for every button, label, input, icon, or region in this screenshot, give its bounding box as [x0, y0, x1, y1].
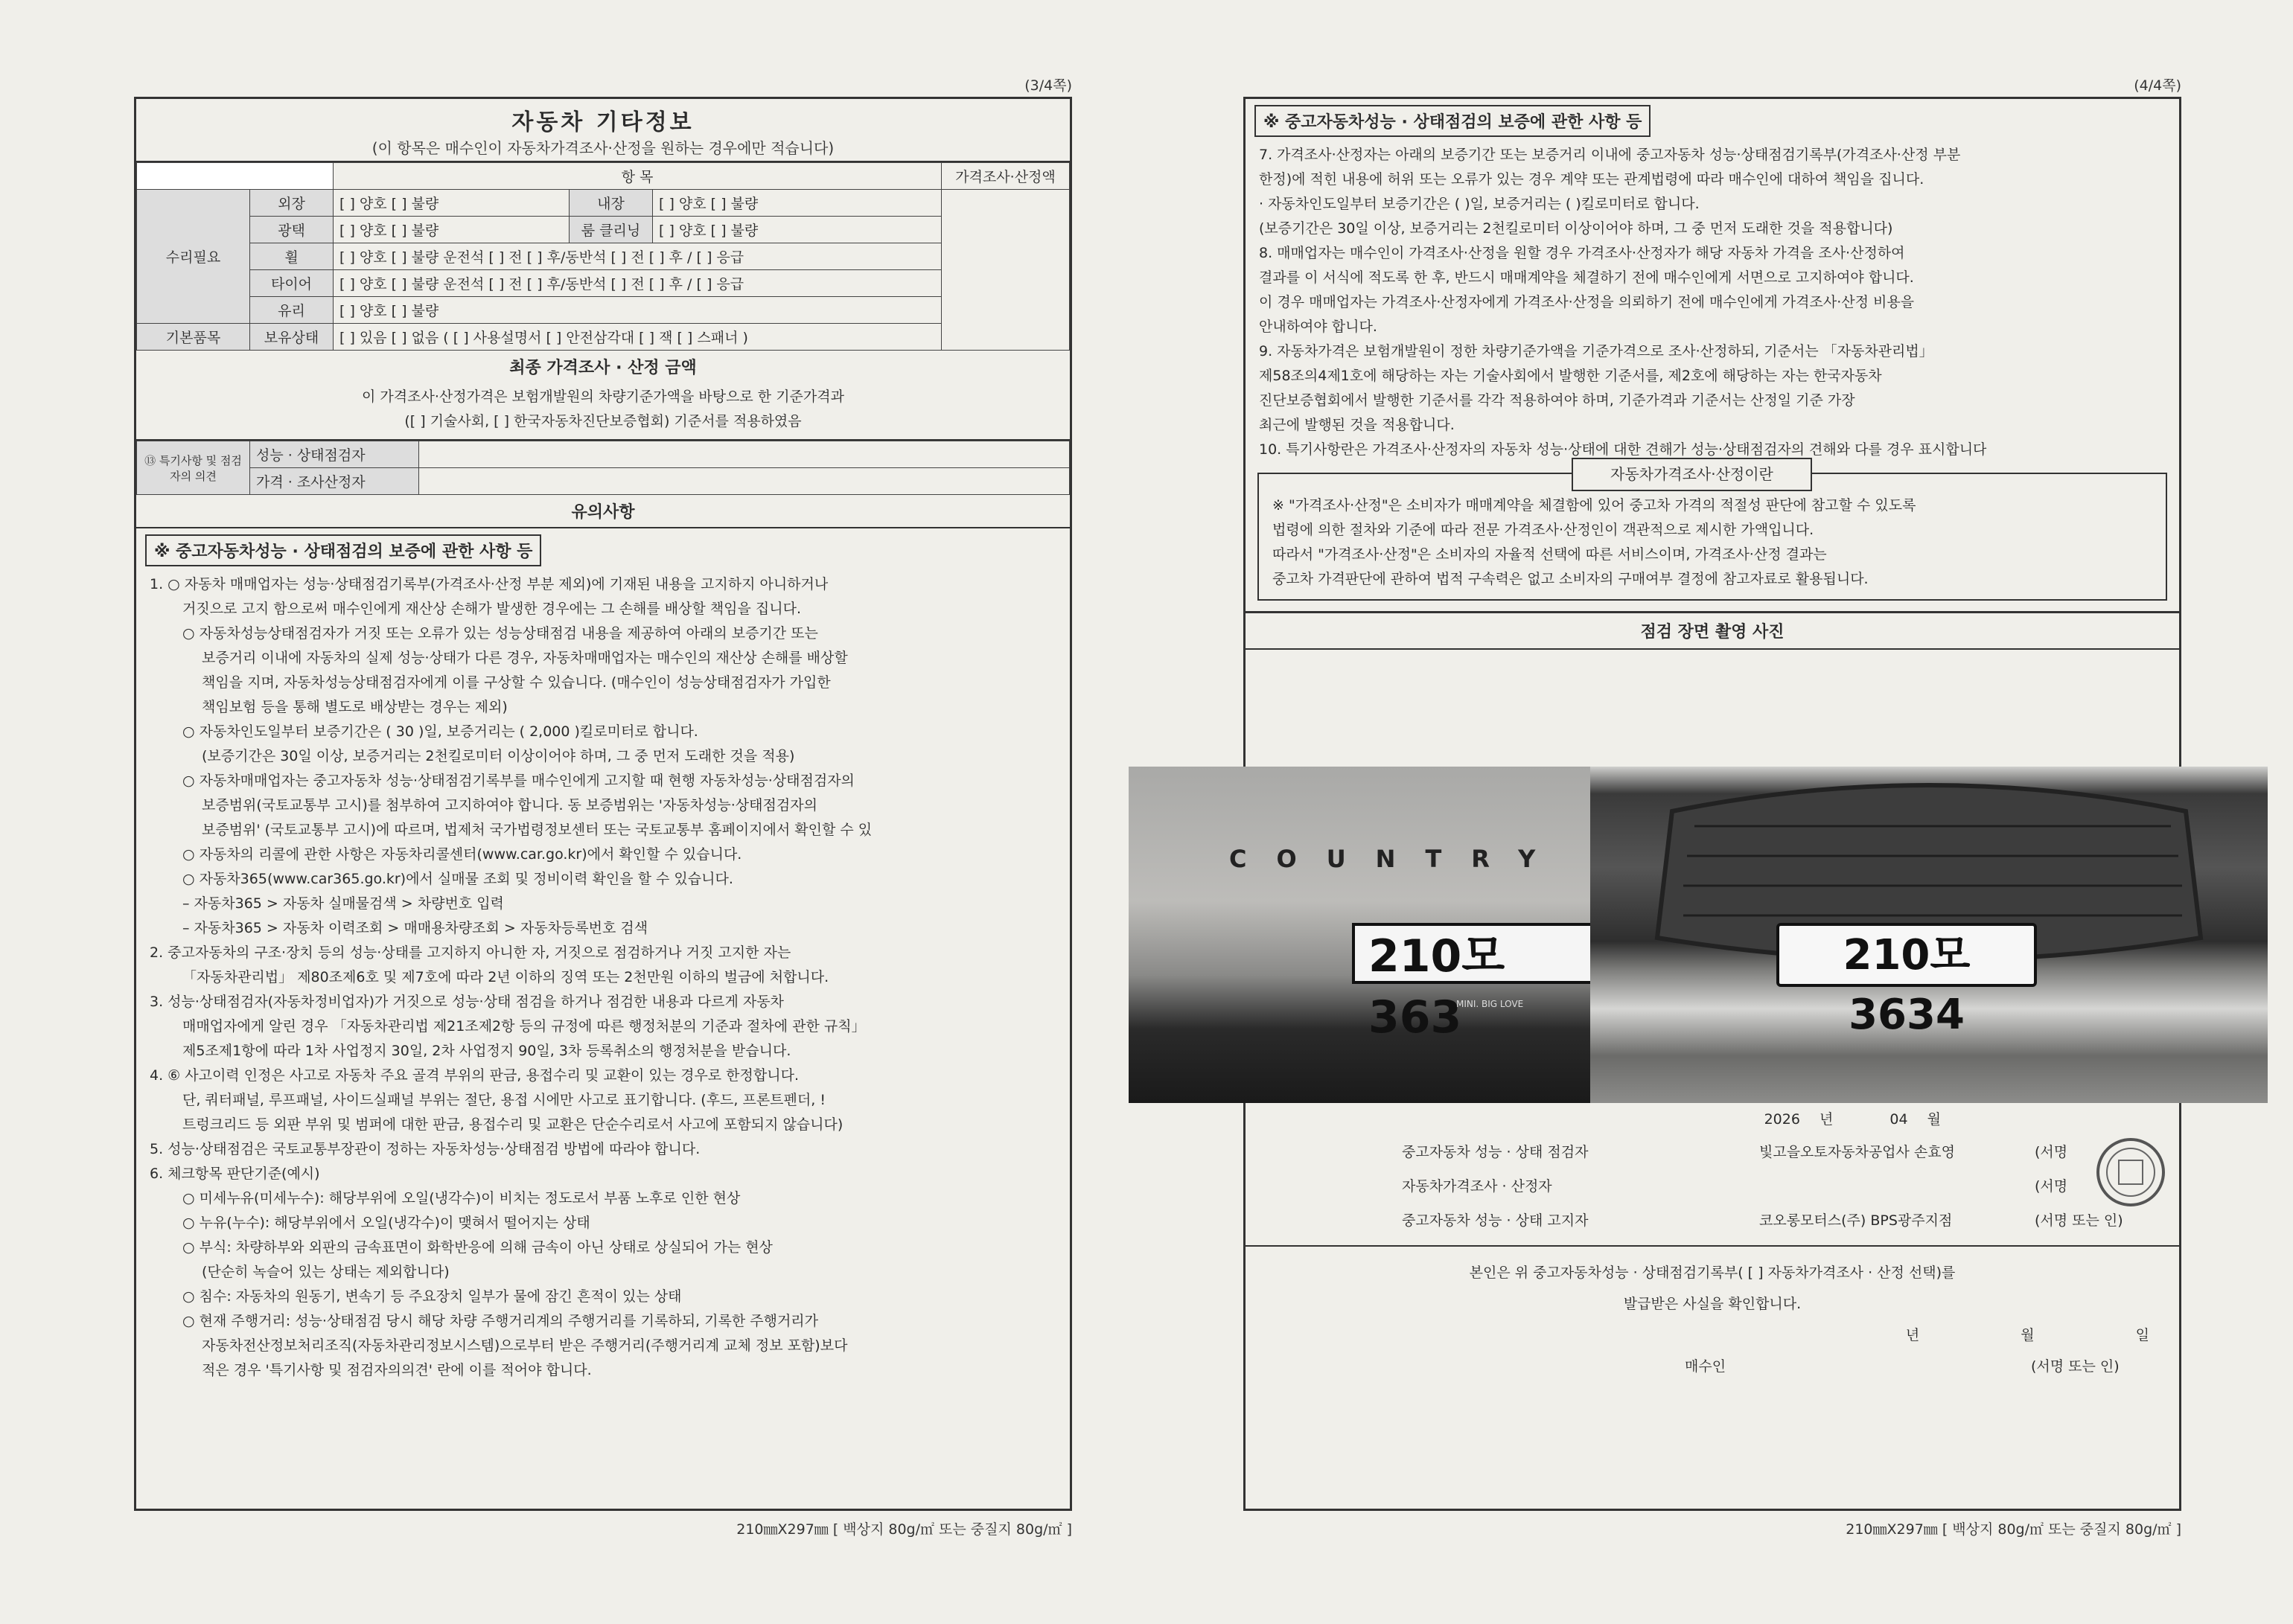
opinion-label: ⑬ 특기사항 및 점검자의 의견 [137, 441, 250, 495]
paper-spec: 210㎜X297㎜ [ 백상지 80g/㎡ 또는 중질지 80g/㎡ ] [1846, 1521, 2181, 1538]
guarantee-line: 결과를 이 서식에 적도록 한 후, 반드시 매매계약을 체결하기 전에 매수인에게 서면으로 고지하여야 합니다. [1259, 269, 1914, 286]
signer-row [1402, 1203, 2164, 1238]
blank-header-cell [137, 163, 334, 190]
notes-line: ○ 자동차성능상태점검자가 거짓 또는 오류가 있는 성능상태점검 내용을 제공하여 아래의 보증기간 또는 [182, 625, 818, 642]
inspection-photo-1 [1129, 767, 1590, 1103]
row-label: 유리 [250, 297, 334, 324]
guarantee-line: · 자동차인도일부터 보증기간은 ( )일, 보증거리는 ( )킬로미터로 합니다. [1259, 196, 1700, 212]
buyer-confirm-block [1246, 1245, 2179, 1382]
notes-line: 단, 쿼터패널, 루프패널, 사이드실패널 부위는 절단, 용접 시에만 사고로 표기합니다. (후드, 프론트펜더, ! [182, 1092, 826, 1108]
price-header: 가격조사·산정액 [942, 163, 1070, 190]
date-month-unit: 월 [1927, 1111, 1941, 1128]
signer-row [1402, 1135, 2164, 1169]
opinion-input[interactable] [419, 441, 1070, 468]
basic-options[interactable]: [ ] 있음 [ ] 없음 ( [ ] 사용설명서 [ ] 안전삼각대 [ ] 잭 [ ] 스패너 ) [334, 324, 942, 351]
price-definition-box [1257, 465, 2167, 601]
price-definition-line: ※ "가격조사·산정"은 소비자가 매매계약을 체결함에 있어 중고차 가격의 적절성 판단에 참고할 수 있도록 [1272, 497, 1916, 514]
notes-line: ○ 자동차매매업자는 중고자동차 성능·상태점검기록부를 매수인에게 고지할 때 현행 자동차성능·상태점검자의 [182, 773, 855, 789]
guarantee-heading: ※ 중고자동차성능 · 상태점검의 보증에 관한 사항 등 [1254, 105, 1651, 137]
opinion-table [136, 441, 1070, 495]
row-label: 타이어 [250, 270, 334, 297]
signer-name [1759, 1169, 2035, 1203]
notes-line: – 자동차365 > 자동차 실매물검색 > 차량번호 입력 [182, 895, 504, 912]
page-3 [134, 77, 1072, 1538]
guarantee-line: 7. 가격조사·산정자는 아래의 보증기간 또는 보증거리 이내에 중고자동차 성능·상태점검기록부(가격조사·산정 부분 [1259, 147, 1961, 163]
plate-frame-text: MINI. BIG LOVE [1456, 999, 1524, 1009]
row-options[interactable]: [ ] 양호 [ ] 불량 [334, 217, 570, 243]
buyer-label: 매수인 [1685, 1358, 1726, 1375]
repair-table [136, 162, 1070, 351]
notes-line: ○ 자동차인도일부터 보증기간은 ( 30 )일, 보증거리는 ( 2,000 )킬로미터로 합니다. [182, 723, 698, 740]
final-price-line: ([ ] 기술사회, [ ] 한국자동차진단보증협회) 기준서를 적용하였음 [404, 413, 802, 429]
notes-line: 1. ○ 자동차 매매업자는 성능·상태점검기록부(가격조사·산정 부분 제외)에 기재된 내용을 고지하지 아니하거나 [150, 576, 829, 592]
guarantee-line: 제58조의4제1호에 해당하는 자는 기술사회에서 발행한 기준서를, 제2호에 해당하는 자는 한국자동차 [1259, 368, 1882, 384]
guarantee-line: 10. 특기사항란은 가격조사·산정자의 자동차 성능·상태에 대한 견해가 성능·상태점검자의 견해와 다를 경우 표시합니다 [1259, 441, 1987, 458]
opinion-role: 성능 · 상태점검자 [250, 441, 419, 468]
notes-line: ○ 누유(누수): 해당부위에서 오일(냉각수)이 맺혀서 떨어지는 상태 [182, 1215, 590, 1231]
notes-heading: 유의사항 [136, 495, 1070, 528]
buyer-date-month: 월 [2021, 1327, 2035, 1343]
signer-role: 중고자동차 성능 · 상태 점검자 [1402, 1144, 1589, 1160]
notes-line: 제5조제1항에 따라 1차 사업정지 30일, 2차 사업정지 90일, 3차 등록취소의 행정처분을 받습니다. [182, 1043, 791, 1059]
guarantee-heading: ※ 중고자동차성능 · 상태점검의 보증에 관한 사항 등 [145, 534, 541, 566]
paper-spec: 210㎜X297㎜ [ 백상지 80g/㎡ 또는 중질지 80g/㎡ ] [736, 1521, 1072, 1538]
form-title: 자동차 기타정보 [511, 109, 695, 135]
notes-line: 트렁크리드 등 외판 부위 및 범퍼에 대한 판금, 용접수리 및 교환은 단순수리로서 사고에 포함되지 않습니다) [182, 1116, 843, 1133]
notes-line: 4. ⑥ 사고이력 인정은 사고로 자동차 주요 골격 부위의 판금, 용접수리 및 교환이 있는 경우로 한정합니다. [150, 1067, 799, 1084]
company-seal-stamp [2093, 1135, 2168, 1209]
notes-line: 자동차전산정보처리조직(자동차관리정보시스템)으로부터 받은 주행거리(주행거리계 교체 정보 포함)보다 [202, 1337, 848, 1354]
buyer-row [1246, 1351, 2179, 1382]
opinion-role: 가격 · 조사산정자 [250, 468, 419, 495]
row-options[interactable]: [ ] 양호 [ ] 불량 [334, 297, 942, 324]
form-title-block [136, 99, 1070, 162]
repair-needed-label: 수리필요 [137, 190, 250, 324]
buyer-date-year: 년 [1905, 1327, 1920, 1343]
row-options[interactable]: [ ] 양호 [ ] 불량 운전석 [ ] 전 [ ] 후/동반석 [ ] 전 [ ] 후 / [ ] 응급 [334, 243, 942, 270]
row-label: 내장 [570, 190, 653, 217]
signer-row [1402, 1169, 2164, 1203]
notes-body [136, 572, 1070, 1387]
notes-line: 「자동차관리법」 제80조제6호 및 제7호에 따라 2년 이하의 징역 또는 2천만원 이하의 벌금에 처합니다. [182, 969, 829, 985]
opinion-input[interactable] [419, 468, 1070, 495]
signer-mark[interactable]: (서명 또는 인) [2035, 1212, 2123, 1229]
guarantee-line: 9. 자동차가격은 보험개발원이 정한 차량기준가액을 기준가격으로 조사·산정하되, 기준서는 「자동차관리법」 [1259, 343, 1933, 359]
final-price-block [136, 351, 1070, 441]
notes-line: ○ 자동차의 리콜에 관한 사항은 자동차리콜센터(www.car.go.kr)에서 확인할 수 있습니다. [182, 846, 742, 863]
notes-line: ○ 현재 주행거리: 성능·상태점검 당시 해당 차량 주행거리계의 주행거리를 기록하되, 기록한 주행거리가 [182, 1313, 819, 1329]
notes-line: 3. 성능·상태점검자(자동차정비업자)가 거짓으로 성능·상태 점검을 하거나 점검한 내용과 다르게 자동차 [150, 994, 784, 1010]
date-month: 04 [1889, 1111, 1908, 1128]
notes-line: 책임을 지며, 자동차성능상태점검자에게 이를 구상할 수 있습니다. (매수인이 성능상태점검자가 가입한 [202, 674, 831, 691]
notes-line: 보증거리 이내에 자동차의 실제 성능·상태가 다른 경우, 자동차매매업자는 매수인의 재산상 손해를 배상할 [202, 650, 848, 666]
signer-role: 중고자동차 성능 · 상태 고지자 [1402, 1212, 1589, 1229]
row-options[interactable]: [ ] 양호 [ ] 불량 운전석 [ ] 전 [ ] 후/동반석 [ ] 전 [ ] 후 / [ ] 응급 [334, 270, 942, 297]
price-definition-label: 자동차가격조사·산정이란 [1572, 458, 1812, 491]
car-badge-text: COUNTRY [1229, 845, 1566, 873]
form-subtitle: (이 항목은 매수인이 자동차가격조사·산정을 원하는 경우에만 적습니다) [371, 139, 835, 157]
row-label: 광택 [250, 217, 334, 243]
row-options[interactable]: [ ] 양호 [ ] 불량 [653, 217, 942, 243]
buyer-sign-mark[interactable]: (서명 또는 인) [2031, 1358, 2120, 1375]
notes-line: 책임보험 등을 통해 별도로 배상받는 경우는 제외) [202, 699, 508, 715]
inspection-photo-2 [1590, 767, 2268, 1103]
guarantee-line: 진단보증협회에서 발행한 기준서를 각각 적용하여야 하며, 기준가격과 기준서는 산정일 기준 가장 [1259, 392, 1855, 409]
guarantee-line: (보증기간은 30일 이상, 보증거리는 2천킬로미터 이상이어야 하며, 그 중 먼저 도래한 것을 적용합니다) [1259, 220, 1893, 237]
notes-line: (단순히 녹슬어 있는 상태는 제외합니다) [202, 1264, 450, 1280]
guarantee-line: 안내하여야 합니다. [1259, 319, 1377, 335]
buyer-date [1246, 1320, 2179, 1351]
signer-name: 빛고을오토자동차공업사 손효영 [1759, 1144, 1955, 1160]
signer-role: 자동차가격조사 · 산정자 [1402, 1178, 1552, 1195]
buyer-confirm-line: 발급받은 사실을 확인합니다. [1623, 1296, 1802, 1312]
notes-line: 매매업자에게 알린 경우 「자동차관리법 제21조제2항 등의 규정에 따른 행정처분의 기준과 절차에 관한 규칙」 [182, 1018, 866, 1035]
basic-items-label: 기본품목 [137, 324, 250, 351]
row-label: 휠 [250, 243, 334, 270]
date-year-unit: 년 [1820, 1111, 1834, 1128]
price-cell[interactable] [942, 190, 1070, 351]
notes-line: ○ 자동차365(www.car365.go.kr)에서 실매물 조회 및 정비이력 확인을 할 수 있습니다. [182, 871, 733, 887]
guarantee-line: 한정)에 적힌 내용에 허위 또는 오류가 있는 경우 계약 또는 관계법령에 따라 매수인에 대하여 책임을 집니다. [1259, 171, 1924, 188]
notes-line: 보증범위(국토교통부 고시)를 첨부하여 고지하여야 합니다. 동 보증범위는 '자동차성능·상태점검자의 [202, 797, 817, 813]
row-label: 룸 클리닝 [570, 217, 653, 243]
price-definition-line: 법령에 의한 절차와 기준에 따라 전문 가격조사·산정인이 객관적으로 제시한 가액입니다. [1272, 522, 1814, 538]
notes-line: ○ 침수: 자동차의 원동기, 변속기 등 주요장치 일부가 물에 잠긴 흔적이 있는 상태 [182, 1288, 682, 1305]
guarantee-body [1246, 143, 2179, 462]
notes-line: 적은 경우 '특기사항 및 점검자의의견' 란에 이를 적어야 합니다. [202, 1362, 592, 1378]
buyer-confirm-line: 본인은 위 중고자동차성능 · 상태점검기록부( [ ] 자동차가격조사 · 산정 선택)를 [1469, 1265, 1956, 1281]
left-form-frame [134, 97, 1072, 1511]
signer-list [1246, 1135, 2179, 1245]
notes-line: (보증기간은 30일 이상, 보증거리는 2천킬로미터 이상이어야 하며, 그 중 먼저 도래한 것을 적용) [202, 748, 795, 764]
final-price-line: 이 가격조사·산정가격은 보험개발원의 차량기준가액을 바탕으로 한 기준가격과 [362, 389, 844, 405]
notes-line: 6. 체크항목 판단기준(예시) [150, 1166, 320, 1182]
notes-line: 거짓으로 고지 함으로써 매수인에게 재산상 손해가 발생한 경우에는 그 손해를 배상할 책임을 집니다. [182, 601, 802, 617]
price-definition-line: 따라서 "가격조사·산정"은 소비자의 자율적 선택에 따른 서비스이며, 가격조사·산정 결과는 [1272, 546, 1827, 563]
notes-line: 2. 중고자동차의 구조·장치 등의 성능·상태를 고지하지 아니한 자, 거짓으로 점검하거나 거짓 고지한 자는 [150, 944, 791, 961]
final-price-title: 최종 가격조사 · 산정 금액 [509, 359, 697, 377]
row-label: 외장 [250, 190, 334, 217]
page-number: (3/4쪽) [1024, 77, 1072, 94]
notes-line: 보증범위' (국토교통부 고시)에 따르며, 법제처 국가법령정보센터 또는 국토교통부 홈페이지에서 확인할 수 있 [202, 822, 873, 838]
guarantee-line: 이 경우 매매업자는 가격조사·산정자에게 가격조사·산정을 의뢰하기 전에 매수인에게 가격조사·산정 비용을 [1259, 294, 1915, 310]
notes-line: – 자동차365 > 자동차 이력조회 > 매매용차량조회 > 자동차등록번호 검색 [182, 920, 648, 936]
row-label: 보유상태 [250, 324, 334, 351]
photo-heading: 점검 장면 촬영 사진 [1246, 611, 2179, 650]
signer-name: 코오롱모터스(주) BPS광주지점 [1759, 1212, 1953, 1229]
date-year: 2026 [1764, 1111, 1800, 1128]
notes-line: 5. 성능·상태점검은 국토교통부장관이 정하는 자동차성능·상태점검 방법에 따라야 합니다. [150, 1141, 701, 1157]
buyer-date-day: 일 [2135, 1327, 2149, 1343]
license-plate: 210모 3634 [1776, 923, 2037, 987]
notes-line: ○ 부식: 차량하부와 외판의 금속표면이 화학반응에 의해 금속이 아닌 상태로 상실되어 가는 현상 [182, 1239, 773, 1256]
guarantee-line: 8. 매매업자는 매수인이 가격조사·산정을 원할 경우 가격조사·산정자가 해당 자동차 가격을 조사·산정하여 [1259, 245, 1905, 261]
price-definition-line: 중고차 가격판단에 관하여 법적 구속력은 없고 소비자의 구매여부 결정에 참고자료로 활용됩니다. [1272, 571, 1869, 587]
item-header: 항 목 [334, 163, 942, 190]
inspection-photos [1129, 767, 2268, 1103]
signature-date [1246, 1104, 2179, 1135]
notes-line: ○ 미세누유(미세누수): 해당부위에 오일(냉각수)이 비치는 정도로서 부품 노후로 인한 현상 [182, 1190, 741, 1206]
license-plate: 210모 363 [1352, 923, 1590, 984]
signer-mark[interactable]: (서명 [2035, 1144, 2068, 1160]
page-number: (4/4쪽) [2134, 77, 2181, 94]
row-options[interactable]: [ ] 양호 [ ] 불량 [653, 190, 942, 217]
signer-mark[interactable]: (서명 [2035, 1178, 2068, 1195]
row-options[interactable]: [ ] 양호 [ ] 불량 [334, 190, 570, 217]
guarantee-line: 최근에 발행된 것을 적용합니다. [1259, 417, 1455, 433]
price-definition-text [1272, 493, 2155, 592]
